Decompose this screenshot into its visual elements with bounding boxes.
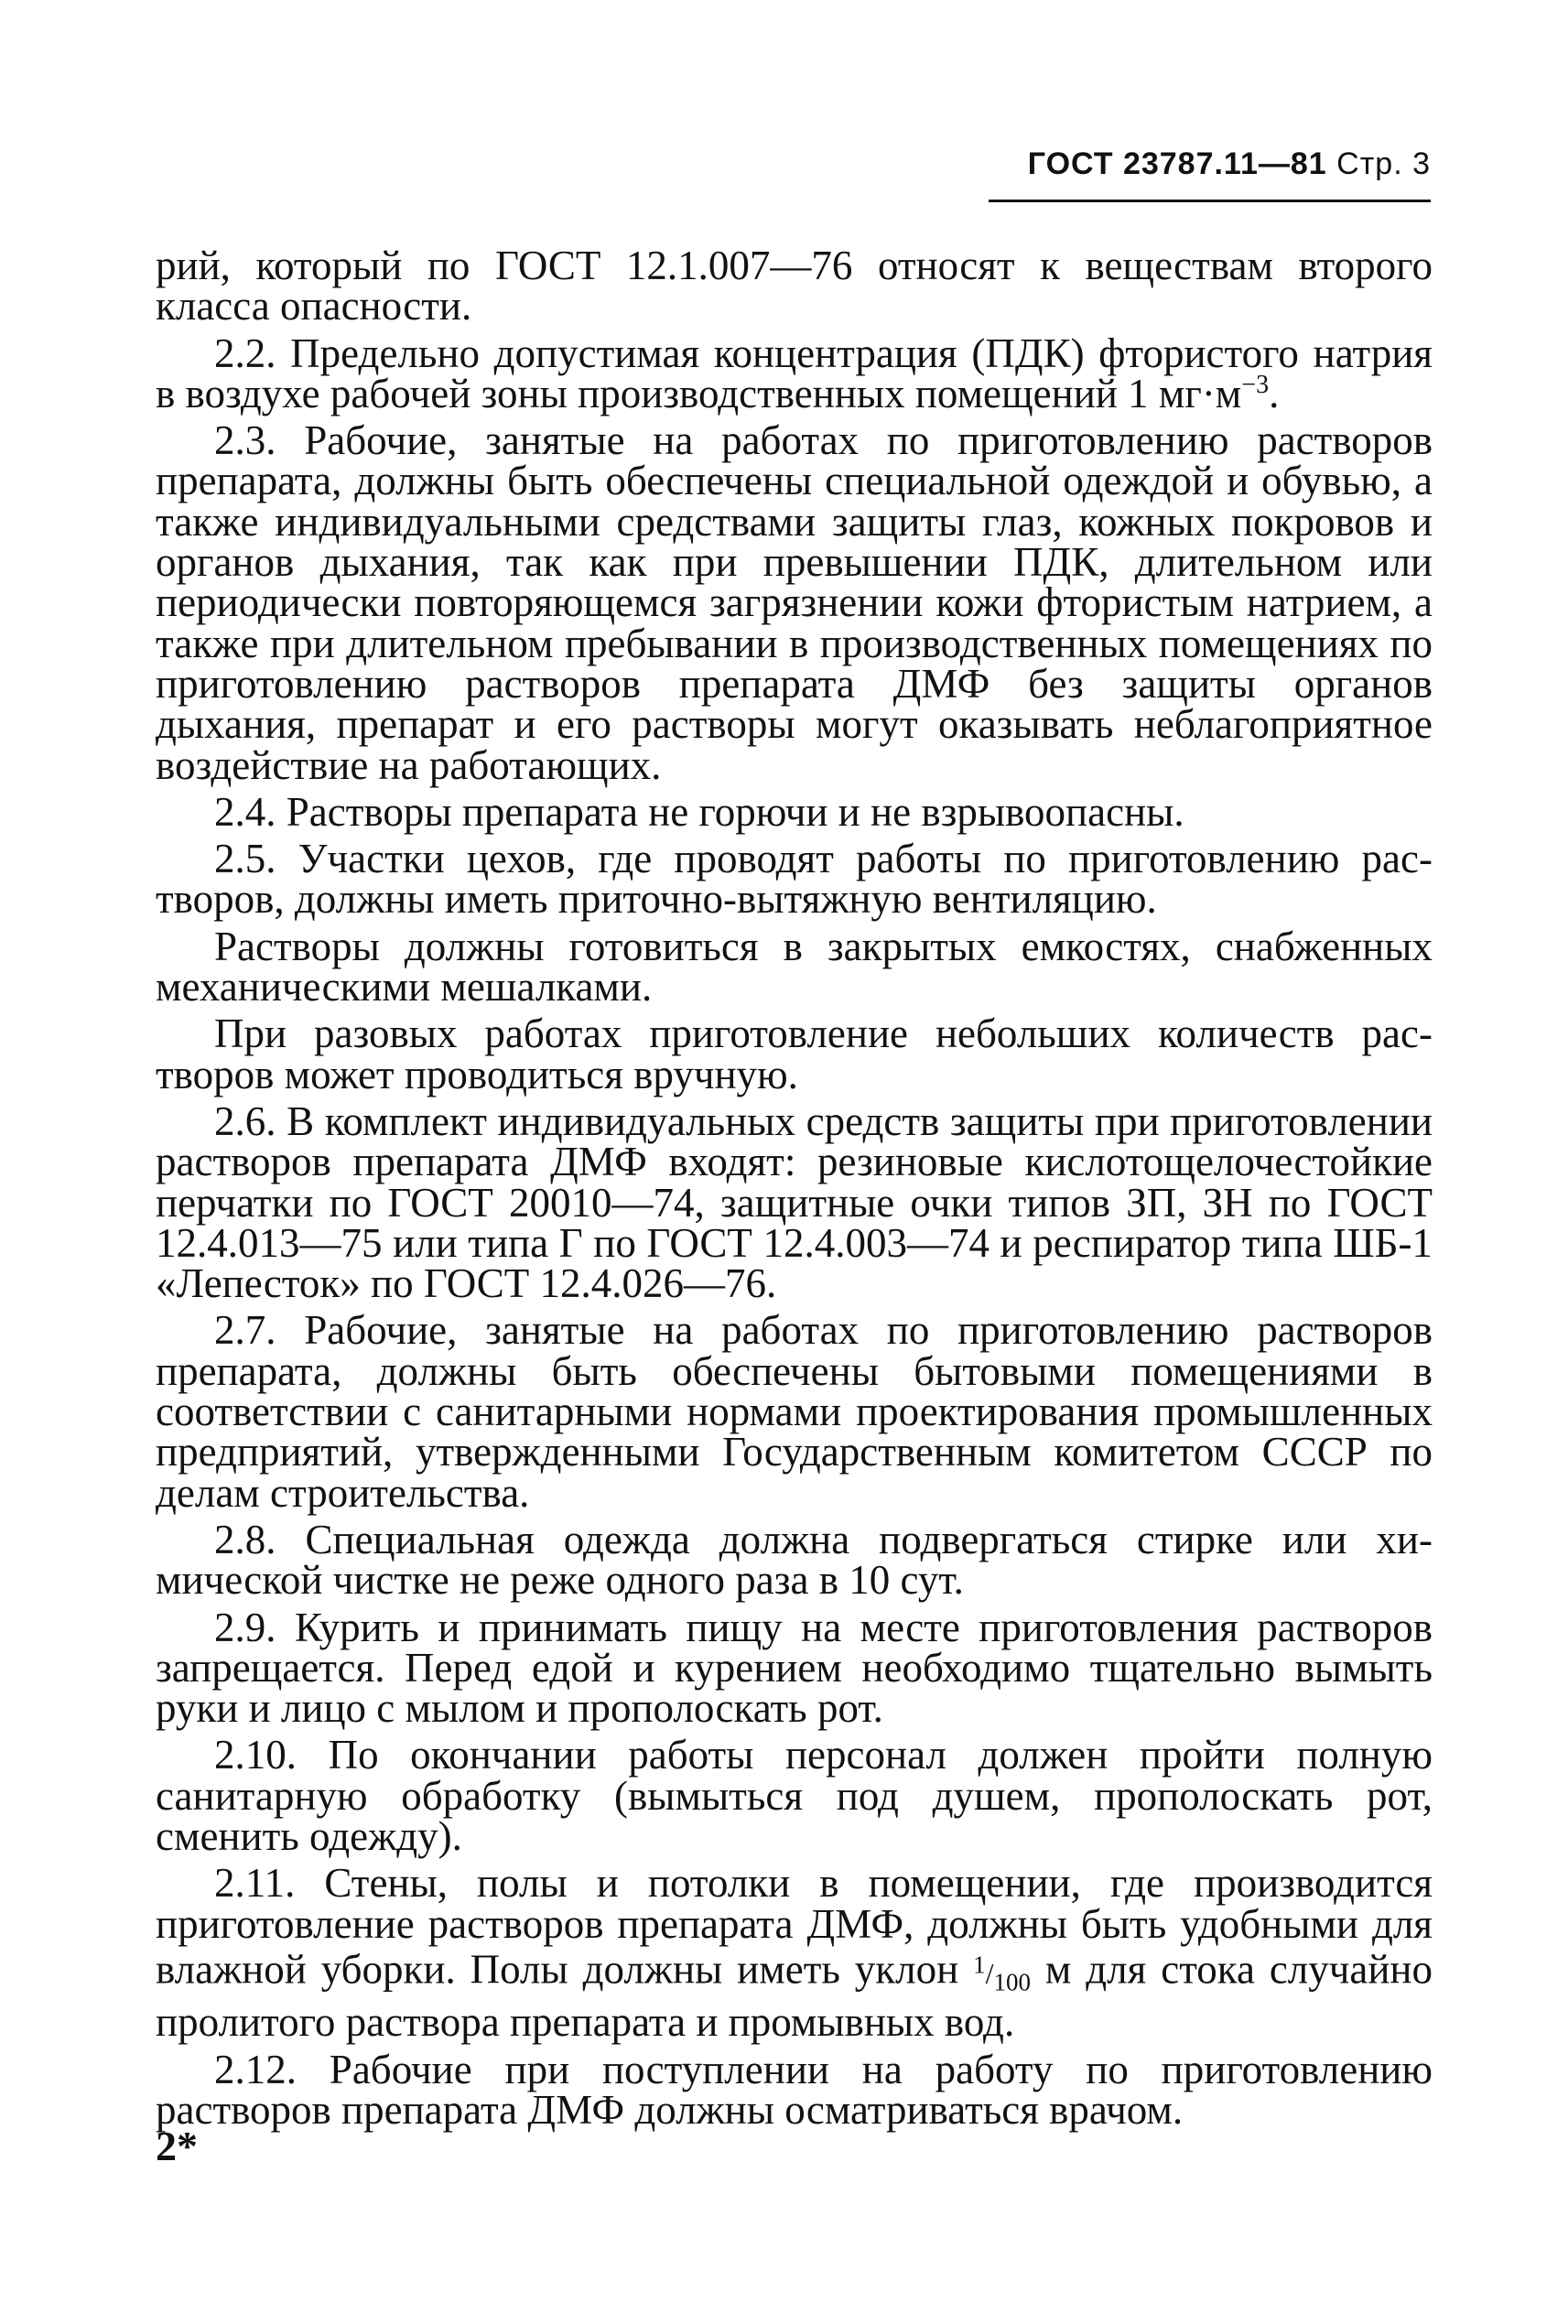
paragraph-2-7: 2.7. Рабочие, занятые на работах по приготовлению растворов препарата, должны быть обеспечены бытовыми помещениями в соответствии с санитарными нормами проектирования промышленных предприятий, утвержденными Государственным комитетом СССР по делам строительства. xyxy=(156,1307,1433,1516)
paragraph-2-4: 2.4. Растворы препарата не горючи и не взрывоопасны. xyxy=(214,788,1184,835)
paragraph-2-8: 2.8. Специальная одежда должна подвергаться стирке или химической чистке не реже одного раза в 10 сут. xyxy=(156,1516,1433,1604)
paragraph-2-5-tanks: Растворы должны готовиться в закрытых емкостях, снабженных механическими мешалками. xyxy=(156,923,1433,1011)
header-rule xyxy=(989,200,1431,202)
paragraph-2-11 xyxy=(156,1860,1433,2046)
paragraph-2-2-text: 2.2. Предельно допустимая концентрация (ПДК) фтористого натрия в воздухе рабочей зоны производственных помещений 1 мг·м xyxy=(156,330,1433,416)
paragraph-2-2 xyxy=(156,330,1433,416)
page-number: Стр. 3 xyxy=(1336,146,1431,181)
standard-number: ГОСТ 23787.11—81 xyxy=(1027,146,1327,181)
slope-fraction: $^1/_{100}$ xyxy=(973,1950,1031,1995)
unit-exponent: −3 xyxy=(1241,370,1270,399)
paragraph-2-5-manual: При разовых работах приготовление небольших количеств растворов может проводиться вручную. xyxy=(156,1011,1433,1097)
paragraph-2-5: 2.5. Участки цехов, где проводят работы по приготовлению растворов, должны иметь приточно-вытяжную вентиляцию. xyxy=(156,836,1433,923)
paragraph-2-2-end: . xyxy=(1269,370,1280,416)
document-body xyxy=(156,245,1433,2136)
paragraph-2-6: 2.6. В комплект индивидуальных средств защиты при приготовлении растворов препарата ДМФ входят: резиновые кислотощелочестойкие перчатки по ГОСТ 20010—74, защитные очки типов ЗП, ЗН по ГОСТ 12.4.013—75 или типа Г по ГОСТ 12.4.003—74 и респиратор типа ШБ-1 «Лепесток» по ГОСТ 12.4.026—76. xyxy=(156,1097,1433,1307)
paragraph-2-11-end: м для стока случайно пролитого раствора препарата и промывных вод. xyxy=(156,1946,1433,2046)
paragraph-continuation: рий, который по ГОСТ 12.1.007—76 относят к веществам второго класса опасности. xyxy=(156,243,1433,330)
paragraph-2-9: 2.9. Курить и принимать пищу на месте приготовления растворов запрещается. Перед едой и курением необходимо тщательно вымыть руки и лицо с мылом и прополоскать рот. xyxy=(156,1604,1433,1732)
paragraph-2-3: 2.3. Рабочие, занятые на работах по приготовлению растворов препарата, должны быть обеспечены специальной одеждой и обувью, а также индивидуальными средствами защиты глаз, кожных покровов и органов дыхания, так как при превышении ПДК, длительном или периодически повторяющемся загрязнении кожи фтористым натрием, а также при длительном пребывании в производственных помещениях по приготовлению растворов препарата ДМФ без защиты органов дыхания, препарат и его растворы могут оказывать неблагоприятное воздействие на работающих. xyxy=(156,417,1433,788)
paragraph-2-11-text: 2.11. Стены, полы и потолки в помещении, где производится приготовление растворов препарата ДМФ, должны быть удобными для влажной уборки. Полы должны иметь уклон xyxy=(156,1860,1433,1993)
page-header xyxy=(1028,146,1431,182)
paragraph-2-12: 2.12. Рабочие при поступлении на работу по приготовлению растворов препарата ДМФ должны осматриваться врачом. xyxy=(156,2046,1433,2133)
fraction-denominator: 100 xyxy=(993,1967,1031,1995)
signature-mark: 2* xyxy=(156,2123,198,2169)
paragraph-2-10: 2.10. По окончании работы персонал должен пройти полную санитарную обработку (вымыться под душем, прополоскать рот, сменить одежду). xyxy=(156,1732,1433,1859)
fraction-numerator: 1 xyxy=(973,1950,986,1978)
